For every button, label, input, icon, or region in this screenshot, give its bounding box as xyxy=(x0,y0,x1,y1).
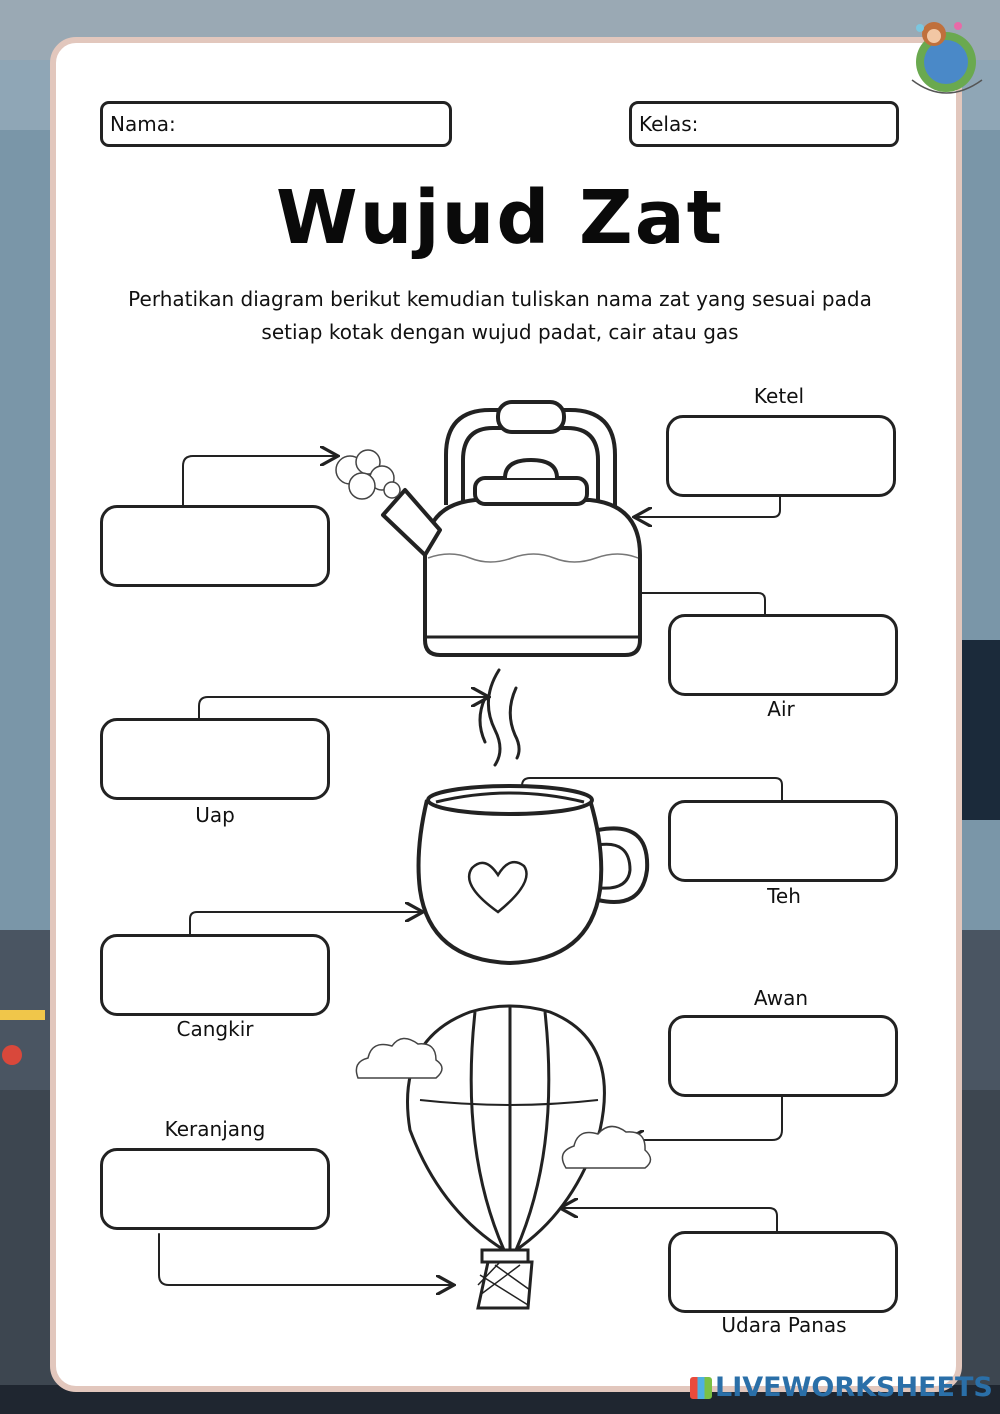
instructions-line-1: Perhatikan diagram berikut kemudian tuliskan nama zat yang sesuai pada xyxy=(128,287,872,311)
answer-box-udara-panas[interactable] xyxy=(668,1231,898,1313)
answer-box-ketel[interactable] xyxy=(666,415,896,497)
liveworksheets-icon xyxy=(690,1377,712,1399)
label-awan: Awan xyxy=(753,986,809,1010)
name-field[interactable] xyxy=(100,101,452,147)
label-teh: Teh xyxy=(767,884,801,908)
label-udara-panas: Udara Panas xyxy=(721,1313,847,1337)
answer-box-keranjang[interactable] xyxy=(100,1148,330,1230)
instructions xyxy=(100,283,900,349)
label-ketel: Ketel xyxy=(753,384,805,408)
answer-box-cangkir[interactable] xyxy=(100,934,330,1016)
brand-badge-logo xyxy=(900,10,992,102)
liveworksheets-logo[interactable] xyxy=(690,1372,993,1403)
label-keranjang: Keranjang xyxy=(164,1117,266,1141)
page-title: Wujud Zat xyxy=(275,175,725,261)
instructions-line-2: setiap kotak dengan wujud padat, cair atau gas xyxy=(261,320,739,344)
liveworksheets-text: LIVEWORKSHEETS xyxy=(715,1372,993,1403)
class-label: Kelas: xyxy=(639,112,699,136)
name-label: Nama: xyxy=(110,112,176,136)
class-field[interactable] xyxy=(629,101,899,147)
answer-box-awan[interactable] xyxy=(668,1015,898,1097)
answer-box-steam[interactable] xyxy=(100,505,330,587)
answer-box-teh[interactable] xyxy=(668,800,898,882)
label-air: Air xyxy=(767,697,795,721)
answer-box-air[interactable] xyxy=(668,614,898,696)
label-uap: Uap xyxy=(195,803,235,827)
label-cangkir: Cangkir xyxy=(176,1017,254,1041)
answer-box-uap[interactable] xyxy=(100,718,330,800)
